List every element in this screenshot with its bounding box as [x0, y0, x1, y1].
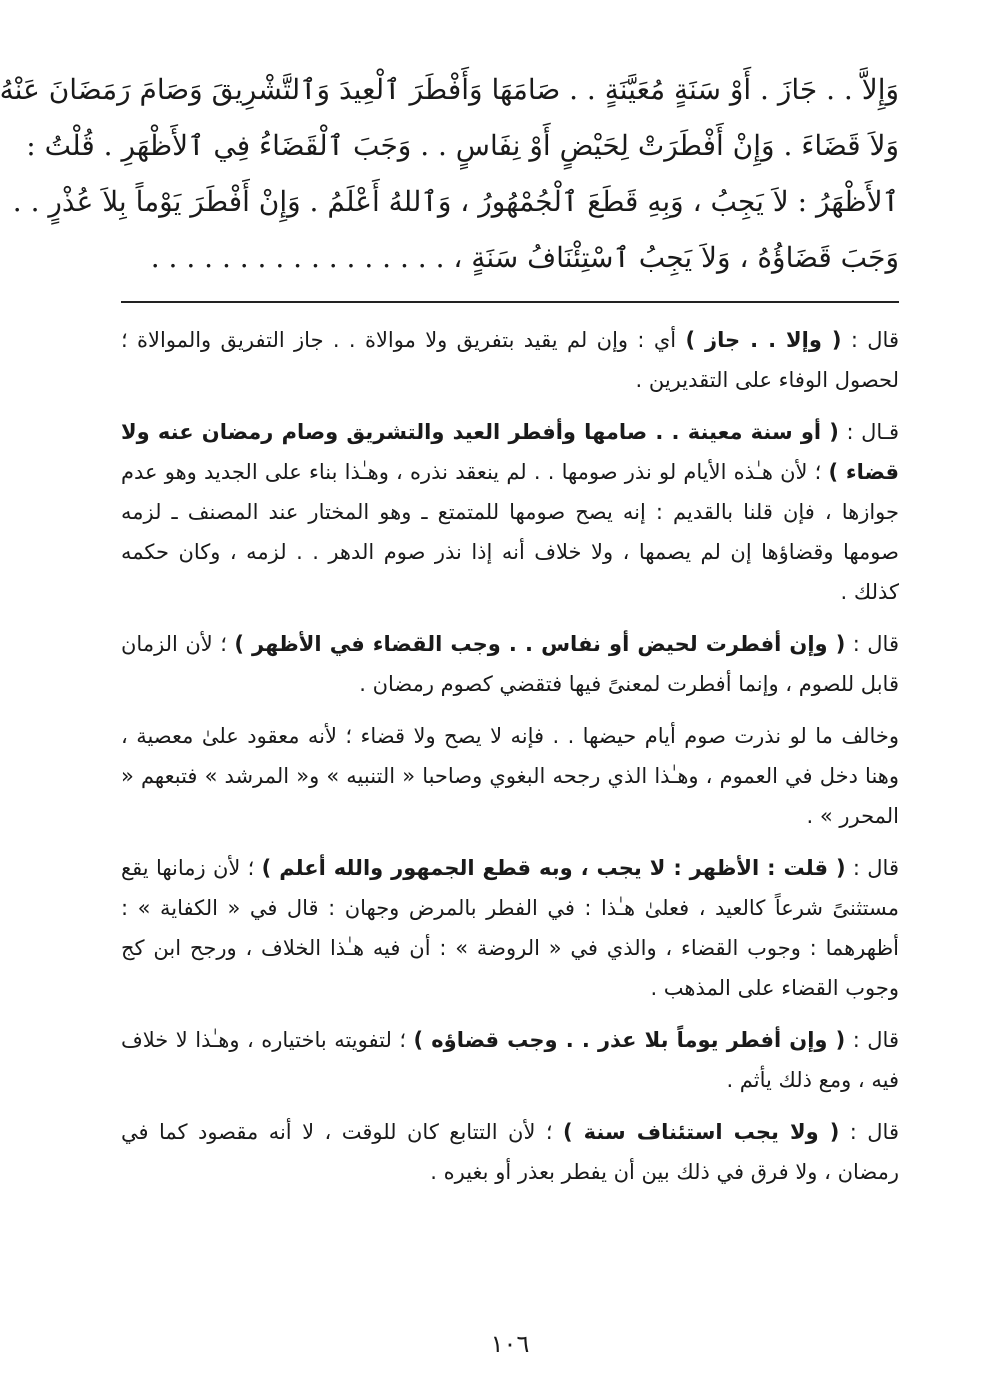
- matn-line-3: ٱلأَظْهَرُ : لاَ يَجِبُ ، وَبِهِ قَطَعَ ٱلْجُمْهُورُ ، وَٱللهُ أَعْلَمُ . وَإِنْ أَفْطَرَ يَوْماً بِلاَ عُذْرٍ . .: [12, 185, 899, 218]
- paragraph-prefix: قال :: [839, 1120, 899, 1144]
- sharh-paragraph-2: [121, 412, 899, 612]
- paragraph-body: ؛ لتفويته باختياره ، وهـٰذا لا خلاف فيه ، ومع ذلك يأثم .: [121, 1028, 899, 1092]
- paragraph-prefix: قال :: [845, 1028, 899, 1052]
- paragraph-body: ؛ لأن التتابع كان للوقت ، لا أنه مقصود كما في رمضان ، ولا فرق في ذلك بين أن يفطر بعذر أو بغيره .: [121, 1120, 899, 1184]
- matn-sharh-divider: [121, 301, 899, 303]
- matn-line-4: وَجَبَ قَضَاؤُهُ ، وَلاَ يَجِبُ ٱسْتِئْنَافُ سَنَةٍ ، . . . . . . . . . . . . . . . . .: [150, 241, 899, 274]
- matn-quote: ( ولا يجب استئناف سنة ): [563, 1120, 840, 1144]
- matn-text: [0, 62, 899, 286]
- matn-line-1: وَإِلاَّ . . جَازَ . أَوْ سَنَةٍ مُعَيَّنَةٍ . . صَامَهَا وَأَفْطَرَ ٱلْعِيدَ وَٱلتَّشْرِيقَ وَصَامَ رَمَضَانَ عَنْهُ: [0, 73, 899, 106]
- matn-quote: ( وإلا . . جاز ): [685, 328, 842, 352]
- paragraph-body: ؛ لأن زمانها يقع مستثنىً شرعاً كالعيد ، فعلىٰ هـٰذا : في الفطر بالمرض وجهان : قال في « الكفاية » : أظهرهما : وجوب القضاء ، والذي في « الروضة » : أن فيه هـٰذا الخلاف ، ورجح ابن كج وجوب القضاء على المذهب .: [121, 856, 899, 1000]
- sharh-paragraph-6: [121, 1020, 899, 1100]
- paragraph-prefix: قال :: [841, 328, 899, 352]
- matn-line-2: وَلاَ قَضَاءَ . وَإِنْ أَفْطَرَتْ لِحَيْضٍ أَوْ نِفَاسٍ . . وَجَبَ ٱلْقَضَاءُ فِي ٱلأَظْهَرِ . قُلْتُ :: [26, 129, 899, 162]
- paragraph-body: أي : وإن لم يقيد بتفريق ولا موالاة . . جاز التفريق والموالاة ؛ لحصول الوفاء على التقديرين .: [121, 328, 899, 392]
- paragraph-body: وخالف ما لو نذرت صوم أيام حيضها . . فإنه لا يصح ولا قضاء ؛ لأنه معقود علىٰ معصية ، وهنا دخل في العموم ، وهـٰذا الذي رجحه البغوي وصاحبا « التنبيه » و« المرشد » فتبعهم « المحرر » .: [121, 724, 899, 828]
- sharh-paragraph-3: [121, 624, 899, 704]
- matn-quote: ( وإن أفطر يوماً بلا عذر . . وجب قضاؤه ): [413, 1028, 846, 1052]
- paragraph-body: ؛ لأن الزمان قابل للصوم ، وإنما أفطرت لمعنىً فيها فتقضي كصوم رمضان .: [121, 632, 899, 696]
- sharh-paragraph-5: [121, 848, 899, 1008]
- matn-quote: ( وإن أفطرت لحيض أو نفاس . . وجب القضاء في الأظهر ): [234, 632, 846, 656]
- sharh-paragraph-4: [121, 716, 899, 836]
- paragraph-prefix: قـال :: [838, 420, 899, 444]
- book-page: [0, 62, 899, 1358]
- sharh-commentary: [121, 320, 899, 1204]
- paragraph-prefix: قال :: [845, 856, 899, 880]
- matn-quote: ( قلت : الأظهر : لا يجب ، وبه قطع الجمهور والله أعلم ): [261, 856, 846, 880]
- page-number: ١٠٦: [490, 1330, 530, 1358]
- sharh-paragraph-7: [121, 1112, 899, 1192]
- paragraph-body: ؛ لأن هـٰذه الأيام لو نذر صومها . . لم ينعقد نذره ، وهـٰذا بناء على الجديد وهو عدم جوازها ، فإن قلنا بالقديم : إنه يصح صومها للمتمتع ـ وهو المختار عند المصنف ـ لزمه صومها وقضاؤها إن لم يصمها ، ولا خلاف أنه إذا نذر صوم الدهر . . لزمه ، وكان حكمه كذلك .: [121, 460, 899, 604]
- matn-quote: ( أو سنة معينة . . صامها وأفطر العيد والتشريق وصام رمضان عنه ولا قضاء ): [121, 420, 899, 484]
- sharh-paragraph-1: [121, 320, 899, 400]
- paragraph-prefix: قال :: [845, 632, 899, 656]
